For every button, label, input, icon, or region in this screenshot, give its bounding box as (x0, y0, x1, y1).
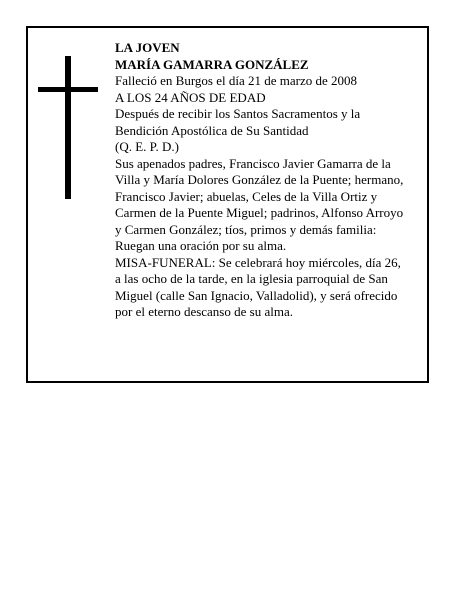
cross-icon (38, 56, 98, 199)
notice-text (115, 40, 425, 321)
notice-line: Ruegan una oración por su alma. (115, 238, 287, 253)
notice-line: Carmen de la Puente Miguel; padrinos, Alfonso Arroyo (115, 205, 404, 220)
notice-line: Falleció en Burgos el día 21 de marzo de 2008 (115, 73, 358, 88)
notice-line: por el eterno descanso de su alma. (115, 304, 293, 319)
deceased-name: MARÍA GAMARRA GONZÁLEZ (115, 56, 309, 72)
notice-line: Sus apenados padres, Francisco Javier Gamarra de la (115, 155, 391, 171)
obituary-notice (26, 26, 429, 383)
notice-line: Después de recibir los Santos Sacramentos y la (115, 106, 361, 121)
heading-line-1: LA JOVEN (115, 40, 180, 55)
cross-horizontal-bar (38, 87, 98, 92)
notice-line: y Carmen González; tíos, primos y demás familia: (115, 221, 377, 237)
notice-line: Bendición Apostólica de Su Santidad (115, 122, 309, 138)
notice-line: Francisco Javier; abuelas, Celes de la Villa Ortiz y (115, 188, 378, 204)
notice-line: Miguel (calle San Ignacio, Valladolid), y será ofrecido (115, 287, 398, 303)
cross-vertical-bar (65, 56, 71, 199)
notice-line: A LOS 24 AÑOS DE EDAD (115, 89, 266, 105)
notice-line: (Q. E. P. D.) (115, 139, 179, 154)
notice-line: Villa y María Dolores González de la Puente; hermano, (115, 172, 404, 187)
notice-line: a las ocho de la tarde, en la iglesia parroquial de San (115, 271, 388, 286)
notice-line: MISA-FUNERAL: Se celebrará hoy miércoles, día 26, (115, 254, 401, 270)
